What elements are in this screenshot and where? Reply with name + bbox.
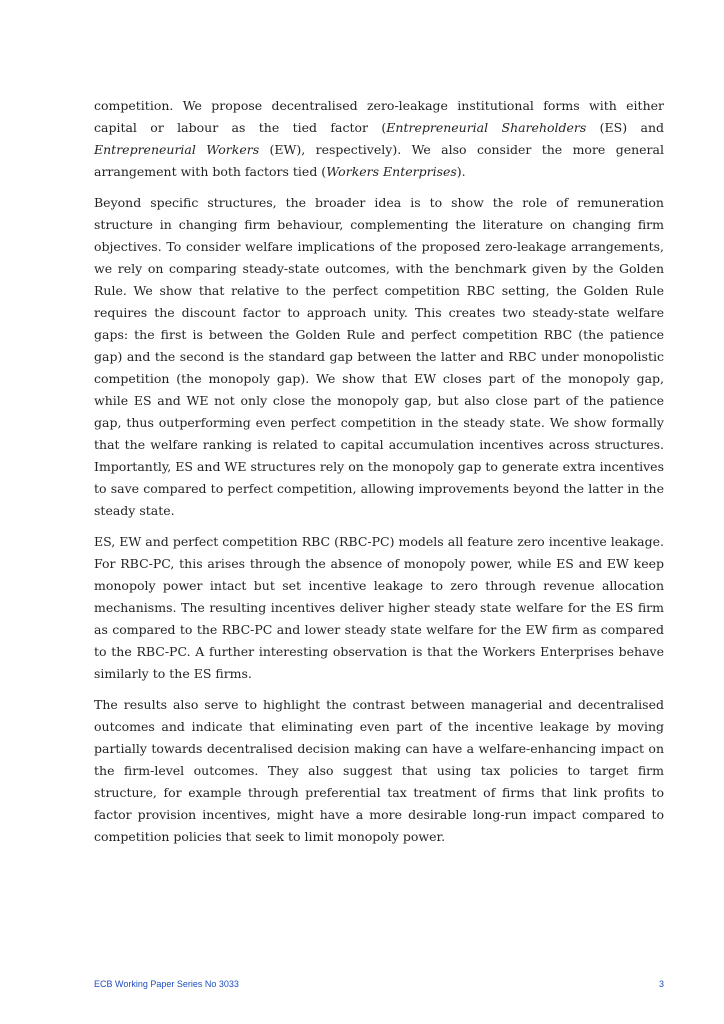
paragraph-2: Beyond specific structures, the broader idea is to show the role of remuneration structure in changing firm behaviour, complementing the literature on changing firm objectives. To consider welfare implications of the proposed zero-leakage arrangements, we rely on comparing steady-state outcomes, with the benchmark given by the Golden Rule. We show that relative to the perfect competition RBC setting, the Golden Rule requires the discount factor to approach unity. This creates two steady-state welfare gaps: the first is between the Golden Rule and perfect competition RBC (the patience gap) and the second is the standard gap between the latter and RBC under monopolistic competition (the monopoly gap). We show that EW closes part of the monopoly gap, while ES and WE not only close the monopoly gap, but also close part of the patience gap, thus outperforming even perfect competition in the steady state. We show formally that the welfare ranking is related to capital accumulation incentives across structures. Importantly, ES and WE structures rely on the monopoly gap to generate extra incentives to save compared to perfect competition, allowing improvements beyond the latter in the steady state. xyxy=(94,195,664,518)
paragraph-1 xyxy=(94,95,664,183)
footer-series-title: ECB Working Paper Series No 3033 xyxy=(94,979,239,989)
paragraph-1-text-c: (EW), respectively). We also consider the more general arrangement with both factors tied ( xyxy=(94,142,664,179)
paragraph-1-text-a: competition. We propose decentralised zero-leakage institutional forms with either capital or labour as the tied factor ( xyxy=(94,98,664,135)
page-footer xyxy=(94,979,664,993)
term-entrepreneurial-workers: Entrepreneurial Workers xyxy=(94,142,260,157)
term-workers-enterprises: Workers Enterprises xyxy=(326,164,457,179)
main-body xyxy=(94,95,664,857)
paragraph-1-text-b: (ES) and xyxy=(586,120,664,135)
paragraph-3: ES, EW and perfect competition RBC (RBC-PC) models all feature zero incentive leakage. For RBC-PC, this arises through the absence of monopoly power, while ES and EW keep monopoly power intact but set incentive leakage to zero through revenue allocation mechanisms. The resulting incentives deliver higher steady state welfare for the ES firm as compared to the RBC-PC and lower steady state welfare for the EW firm as compared to the RBC-PC. A further interesting observation is that the Workers Enterprises behave similarly to the ES firms. xyxy=(94,534,664,681)
term-entrepreneurial-shareholders: Entrepreneurial Shareholders xyxy=(386,120,587,135)
paragraph-4: The results also serve to highlight the contrast between managerial and decentralised outcomes and indicate that eliminating even part of the incentive leakage by moving partially towards decentralised decision making can have a welfare-enhancing impact on the firm-level outcomes. They also suggest that using tax policies to target firm structure, for example through preferential tax treatment of firms that link profits to factor provision incentives, might have a more desirable long-run impact compared to competition policies that seek to limit monopoly power. xyxy=(94,697,664,844)
footer-page-number: 3 xyxy=(658,979,664,989)
paragraph-1-text-d: ). xyxy=(456,164,466,179)
